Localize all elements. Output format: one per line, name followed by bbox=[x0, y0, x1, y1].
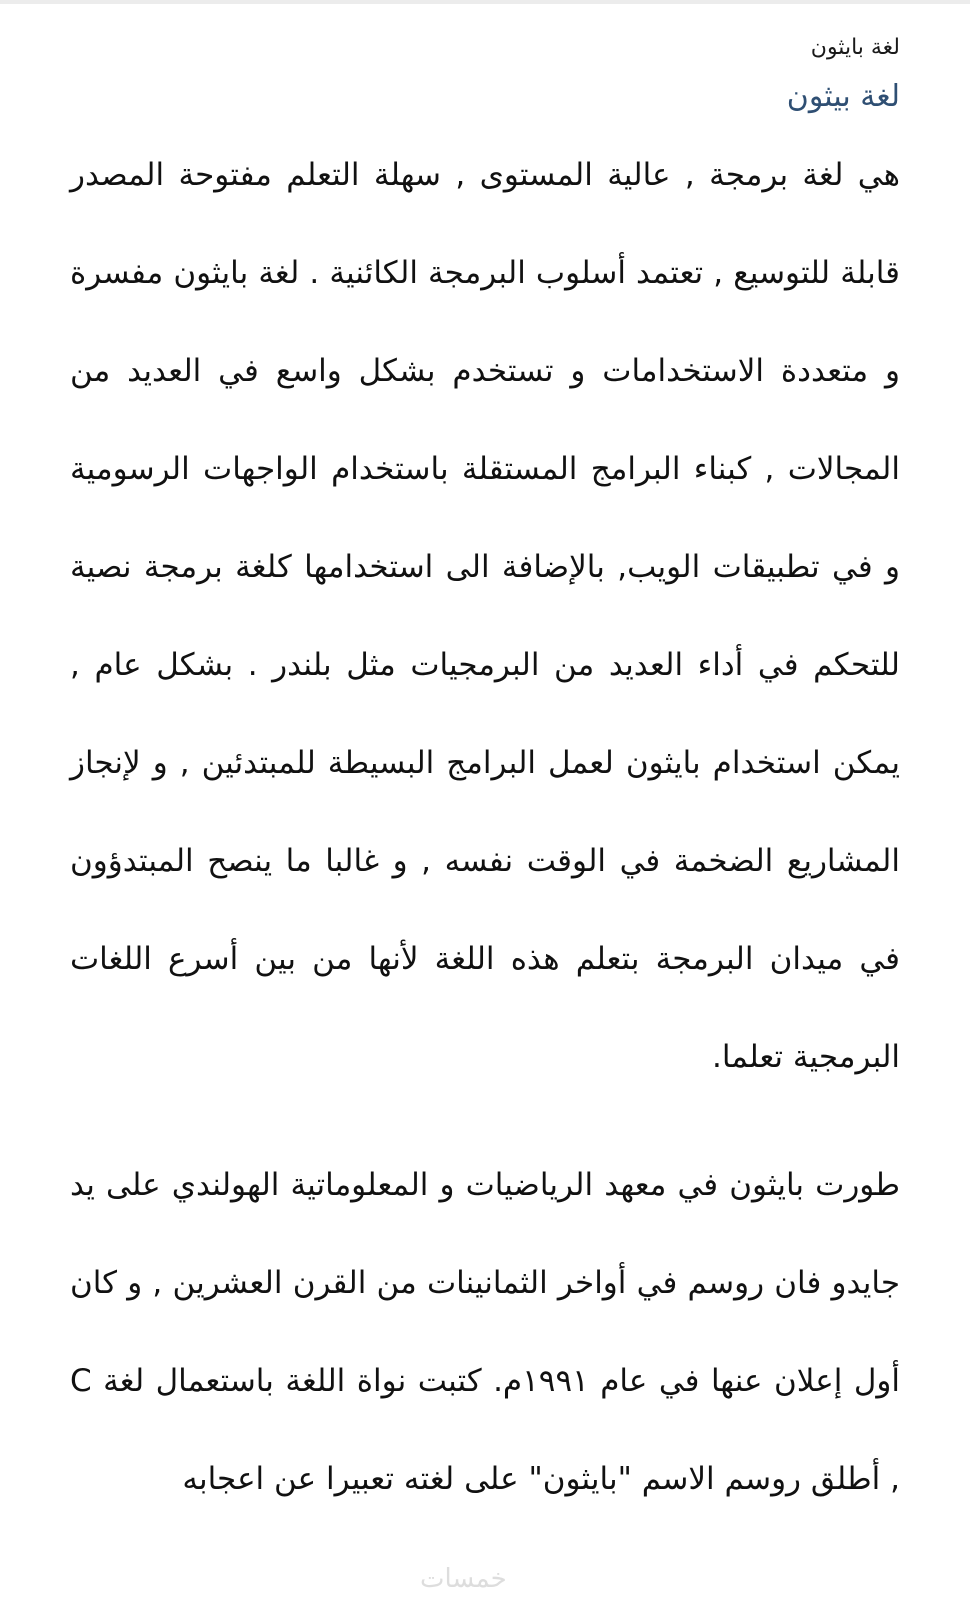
top-edge-divider bbox=[0, 0, 970, 4]
document-title: لغة بايثون bbox=[810, 35, 900, 60]
paragraph-history: طورت بايثون في معهد الرياضيات و المعلوماتية الهولندي على يد جايدو فان روسم في أواخر الثمانينات من القرن العشرين , و كان أول إعلان عنها في عام ١٩٩١م. كتبت نواة اللغة باستعمال لغة C , أطلق روسم الاسم "بايثون" على لغته تعبيرا عن اعجابه bbox=[70, 1167, 900, 1497]
document-heading: لغة بيثون bbox=[786, 79, 900, 114]
document-page bbox=[70, 28, 900, 1528]
paragraph-intro: هي لغة برمجة , عالية المستوى , سهلة التعلم مفتوحة المصدر قابلة للتوسيع , تعتمد أسلوب البرمجة الكائنية . لغة بايثون مفسرة و متعددة الاستخدامات و تستخدم بشكل واسع في العديد من المجالات , كبناء البرامج المستقلة باستخدام الواجهات الرسومية و في تطبيقات الويب, بالإضافة الى استخدامها كلغة برمجة نصية للتحكم في أداء العديد من البرمجيات مثل بلندر . بشكل عام , يمكن استخدام بايثون لعمل البرامج البسيطة للمبتدئين , و لإنجاز المشاريع الضخمة في الوقت نفسه , و غالبا ما ينصح المبتدؤون في ميدان البرمجة بتعلم هذه اللغة لأنها من بين أسرع اللغات البرمجية تعلما. bbox=[70, 157, 900, 1075]
watermark-logo: خمسات bbox=[420, 1564, 507, 1594]
